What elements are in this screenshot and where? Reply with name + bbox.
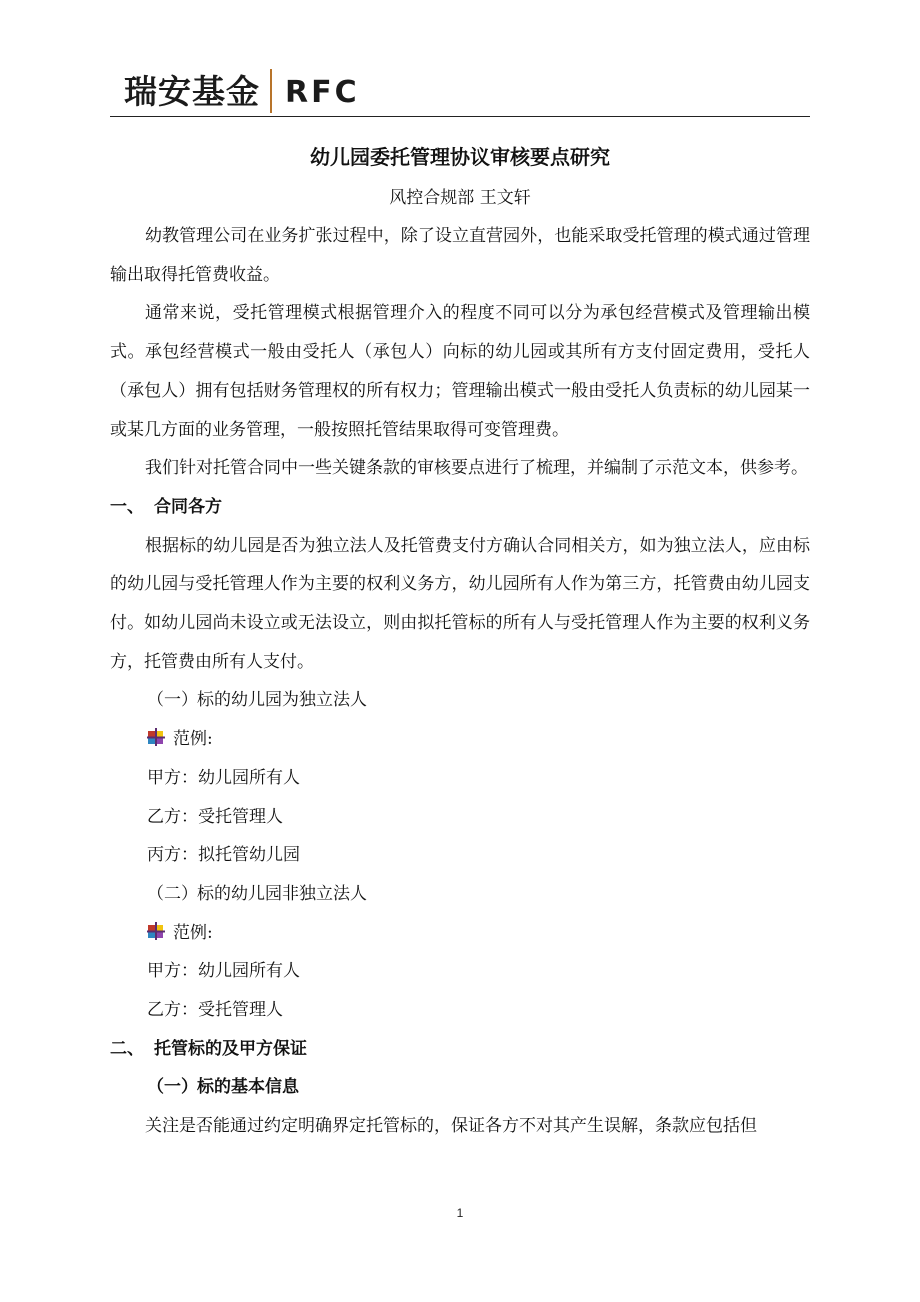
party-line: 乙方：受托管理人 [147, 1000, 283, 1021]
subsection-1-1-number: （一） [147, 690, 198, 711]
company-logo-english: RFC [285, 75, 360, 110]
section-1-number: 一、 [110, 496, 144, 517]
subsection-1-2-number: （二） [147, 883, 198, 904]
subsection-2-1-heading [110, 1068, 810, 1107]
example-marker-icon [147, 728, 165, 746]
subsection-1-1-heading [110, 681, 810, 720]
intro-paragraph-2: 通常来说，受托管理模式根据管理介入的程度不同可以分为承包经营模式及管理输出模式。承包经营模式一般由受托人（承包人）向标的幼儿园或其所有方支付固定费用，受托人（承包人）拥有包括财务管理权的所有权力；管理输出模式一般由受托人负责标的幼儿园某一或某几方面的业务管理，一般按照托管结果取得可变管理费。 [110, 303, 810, 440]
document-author: 风控合规部 王文轩 [389, 188, 531, 208]
page-number: 1 [456, 1206, 464, 1220]
example-label: 范例: [173, 729, 213, 750]
page-header [110, 64, 810, 118]
section-1-paragraph: 根据标的幼儿园是否为独立法人及托管费支付方确认合同相关方，如为独立法人，应由标的幼儿园与受托管理人作为主要的权利义务方，幼儿园所有人作为第三方，托管费由幼儿园支付。如幼儿园尚未设立或无法设立，则由拟托管标的所有人与受托管理人作为主要的权利义务方，托管费由所有人支付。 [110, 535, 810, 672]
section-2-paragraph: 关注是否能通过约定明确界定托管标的，保证各方不对其产生误解，条款应包括但 [145, 1116, 757, 1137]
subsection-2-1-title: 标的基本信息 [197, 1077, 299, 1098]
document-body [110, 135, 810, 1146]
intro-paragraph-1: 幼教管理公司在业务扩张过程中，除了设立直营园外，也能采取受托管理的模式通过管理输出取得托管费收益。 [110, 226, 810, 285]
party-line: 甲方：幼儿园所有人 [147, 961, 300, 982]
section-2-number: 二、 [110, 1038, 144, 1059]
subsection-2-1-number: （一） [147, 1077, 198, 1098]
section-2-heading [110, 1030, 810, 1069]
subsection-1-2-title: 标的幼儿园非独立法人 [197, 883, 367, 904]
example-marker-icon [147, 922, 165, 940]
header-divider [110, 116, 810, 117]
intro-paragraph-3: 我们针对托管合同中一些关键条款的审核要点进行了梳理，并编制了示范文本，供参考。 [145, 458, 808, 479]
subsection-1-2-heading [110, 875, 810, 914]
example-label: 范例: [173, 922, 213, 943]
logo-separator [270, 69, 272, 113]
company-logo-chinese: 瑞安基金 [124, 72, 260, 111]
example-label-row-2 [110, 914, 810, 953]
party-line: 乙方：受托管理人 [147, 806, 283, 827]
section-1-title: 合同各方 [154, 496, 222, 517]
document-title: 幼儿园委托管理协议审核要点研究 [310, 145, 610, 169]
example-label-row-1 [110, 720, 810, 759]
section-1-heading [110, 488, 810, 527]
subsection-1-1-title: 标的幼儿园为独立法人 [197, 690, 367, 711]
party-line: 丙方：拟托管幼儿园 [147, 845, 300, 866]
party-line: 甲方：幼儿园所有人 [147, 767, 300, 788]
section-2-title: 托管标的及甲方保证 [154, 1038, 307, 1059]
